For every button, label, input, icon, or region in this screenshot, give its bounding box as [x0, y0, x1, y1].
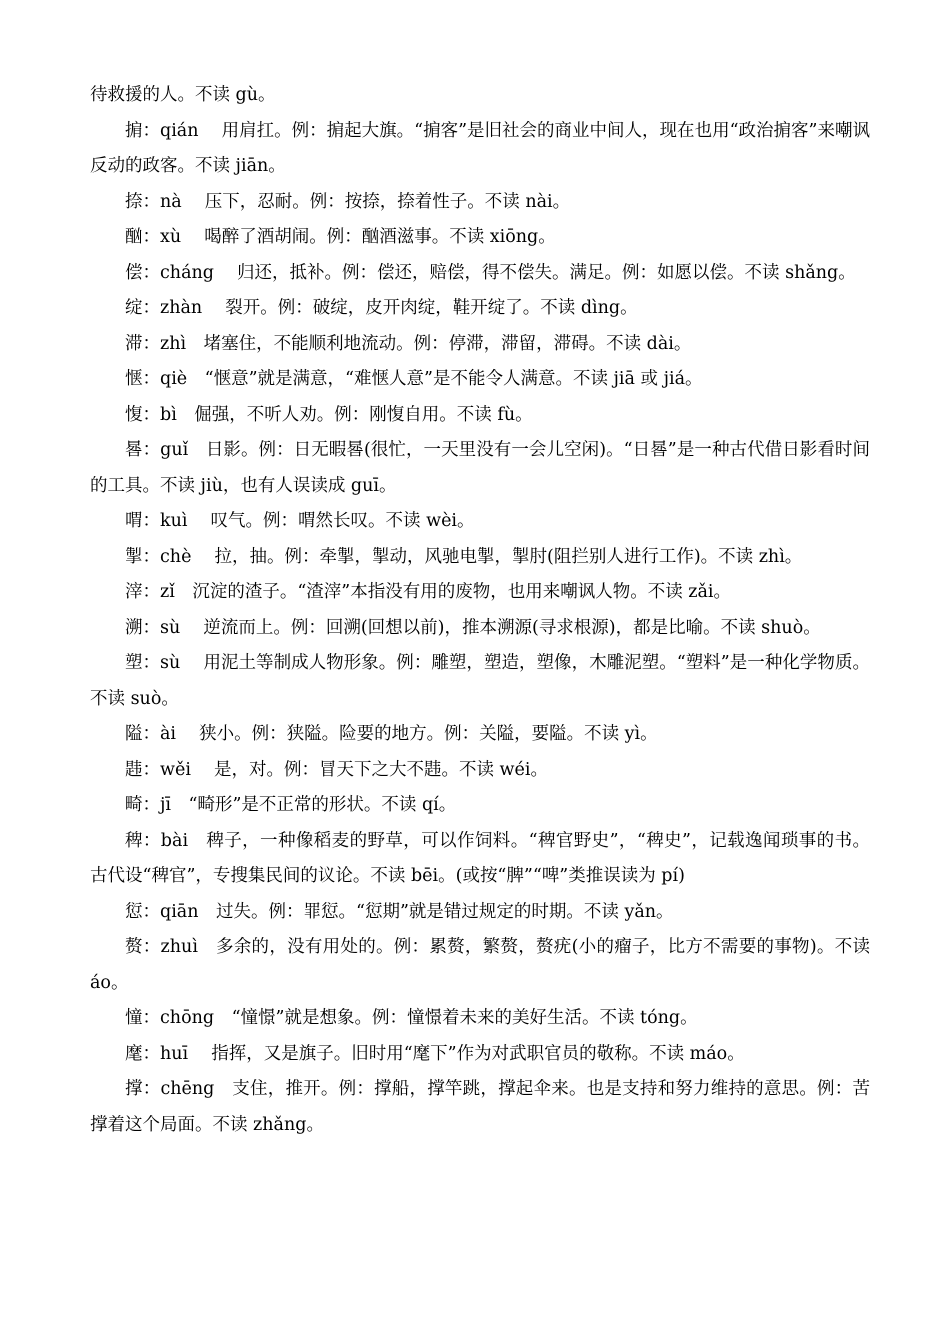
paragraph: 韪：wěi 是，对。例：冒天下之大不韪。不读 wéi。	[125, 759, 548, 780]
paragraph: 愆：qiān 过失。例：罪愆。“愆期”就是错过规定的时期。不读 yǎn。	[125, 901, 674, 922]
paragraph: 掮：qián 用肩扛。例：掮起大旗。“掮客”是旧社会的商业中间人，现在也用“政治掮客”来嘲讽反动的政客。不读 jiān。	[90, 120, 870, 176]
text-body	[90, 78, 870, 1143]
paragraph: 撑：chēng 支住，推开。例：撑船，撑竿跳，撑起伞来。也是支持和努力维持的意思。例：苦撑着这个局面。不读 zhǎng。	[90, 1079, 870, 1135]
paragraph: 溯：sù 逆流而上。例：回溯(回想以前)，推本溯源(寻求根源)，都是比喻。不读 shuò。	[125, 617, 821, 638]
paragraph: 偿：cháng 归还，抵补。例：偿还，赔偿，得不偿失。满足。例：如愿以偿。不读 shǎng。	[125, 262, 856, 283]
paragraph: 酗：xù 喝醉了酒胡闹。例：酗酒滋事。不读 xiōng。	[125, 227, 556, 247]
paragraph: 稗：bài 稗子，一种像稻麦的野草，可以作饲料。“稗官野史”，“稗史”，记载逸闻琐事的书。古代设“稗官”，专搜集民间的议论。不读 bēi。(或按“脾”“啤”类推误读为 pí)	[90, 830, 870, 886]
paragraph: 隘：ài 狭小。例：狭隘。险要的地方。例：关隘，要隘。不读 yì。	[125, 724, 658, 744]
paragraph: 憧：chōng “憧憬”就是想象。例：憧憬着未来的美好生活。不读 tóng。	[125, 1008, 698, 1028]
paragraph: 捺：nà 压下，忍耐。例：按捺，捺着性子。不读 nài。	[125, 191, 571, 212]
paragraph: 赘：zhuì 多余的，没有用处的。例：累赘，繁赘，赘疣(小的瘤子，比方不需要的事物)。不读 áo。	[90, 937, 870, 993]
paragraph: 晷：guǐ 日影。例：日无暇晷(很忙，一天里没有一会儿空闲)。“日晷”是一种古代借日影看时间的工具。不读 jiù，也有人误读成 guī。	[90, 440, 870, 496]
paragraph: 滓：zǐ 沉淀的渣子。“渣滓”本指没有用的废物，也用来嘲讽人物。不读 zǎi。	[125, 582, 732, 602]
paragraph: 塑：sù 用泥土等制成人物形象。例：雕塑，塑造，塑像，木雕泥塑。“塑料”是一种化学物质。不读 suò。	[90, 653, 870, 709]
paragraph: 麾：huī 指挥，又是旗子。旧时用“麾下”作为对武职官员的敬称。不读 máo。	[125, 1043, 745, 1064]
paragraph: 惬：qiè “惬意”就是满意，“难惬人意”是不能令人满意。不读 jiā 或 jiá。	[125, 369, 703, 389]
paragraph: 掣：chè 拉，抽。例：牵掣，掣动，风驰电掣，掣肘(阻拦别人进行工作)。不读 zhì。	[125, 546, 803, 567]
paragraph: 滞：zhì 堵塞住，不能顺利地流动。例：停滞，滞留，滞碍。不读 dài。	[125, 333, 692, 354]
paragraph: 愎：bì 倔强，不听人劝。例：刚愎自用。不读 fù。	[125, 404, 533, 425]
paragraph: 喟：kuì 叹气。例：喟然长叹。不读 wèi。	[125, 511, 475, 531]
paragraph: 待救援的人。不读 gù。	[90, 85, 276, 105]
paragraph: 畸：jī “畸形”是不正常的形状。不读 qí。	[125, 795, 457, 815]
paragraph: 绽：zhàn 裂开。例：破绽，皮开肉绽，鞋开绽了。不读 dìng。	[125, 298, 638, 318]
